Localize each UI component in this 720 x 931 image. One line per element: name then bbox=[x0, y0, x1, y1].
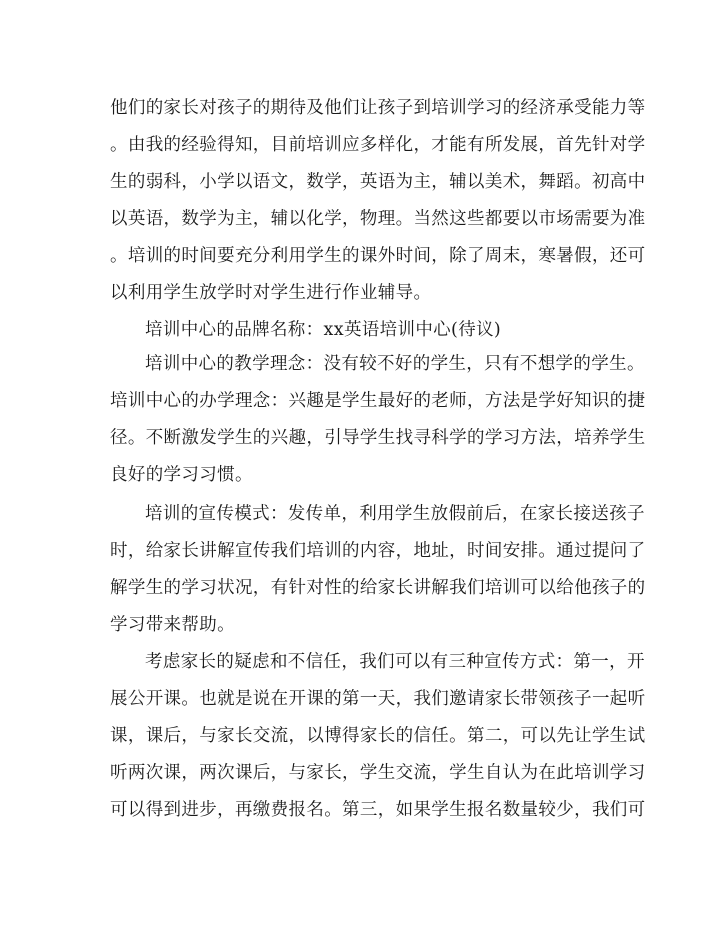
text-line: 培训中心的教学理念：没有较不好的学生，只有不想学的学生。 bbox=[145, 354, 645, 374]
text-line: 生的弱科，小学以语文，数学，英语为主，辅以美术，舞蹈。初高中 bbox=[110, 172, 646, 192]
text-line: 解学生的学习状况，有针对性的给家长讲解我们培训可以给他孩子的 bbox=[110, 578, 646, 598]
text-line: 培训中心的品牌名称：xx英语培训中心(待议) bbox=[145, 320, 502, 340]
text-line: 他们的家长对孩子的期待及他们让孩子到培训学习的经济承受能力等 bbox=[110, 98, 646, 118]
text-line: 培训中心的办学理念：兴趣是学生最好的老师，方法是学好知识的捷 bbox=[110, 391, 646, 411]
text-line: 考虑家长的疑虑和不信任，我们可以有三种宣传方式：第一，开 bbox=[145, 652, 645, 672]
text-line: 径。不断激发学生的兴趣，引导学生找寻科学的学习方法，培养学生 bbox=[110, 428, 646, 448]
text-line: 可以得到进步，再缴费报名。第三，如果学生报名数量较少，我们可 bbox=[110, 800, 646, 820]
text-line: 展公开课。也就是说在开课的第一天，我们邀请家长带领孩子一起听 bbox=[110, 689, 646, 709]
text-line: 时，给家长讲解宣传我们培训的内容，地址，时间安排。通过提问了 bbox=[110, 541, 646, 561]
text-line: 课，课后，与家长交流，以博得家长的信任。第二，可以先让学生试 bbox=[110, 726, 646, 746]
text-line: 。培训的时间要充分利用学生的课外时间，除了周末，寒暑假，还可 bbox=[110, 246, 646, 266]
text-line: 以英语，数学为主，辅以化学，物理。当然这些都要以市场需要为准 bbox=[110, 209, 646, 229]
text-line: 。由我的经验得知，目前培训应多样化，才能有所发展，首先针对学 bbox=[110, 135, 646, 155]
text-line: 听两次课，两次课后，与家长，学生交流，学生自认为在此培训学习 bbox=[110, 763, 646, 783]
text-line: 良好的学习习惯。 bbox=[110, 465, 253, 485]
text-line: 学习带来帮助。 bbox=[110, 615, 235, 635]
text-line: 以利用学生放学时对学生进行作业辅导。 bbox=[110, 283, 432, 303]
text-line: 培训的宣传模式：发传单，利用学生放假前后，在家长接送孩子 bbox=[145, 504, 645, 524]
